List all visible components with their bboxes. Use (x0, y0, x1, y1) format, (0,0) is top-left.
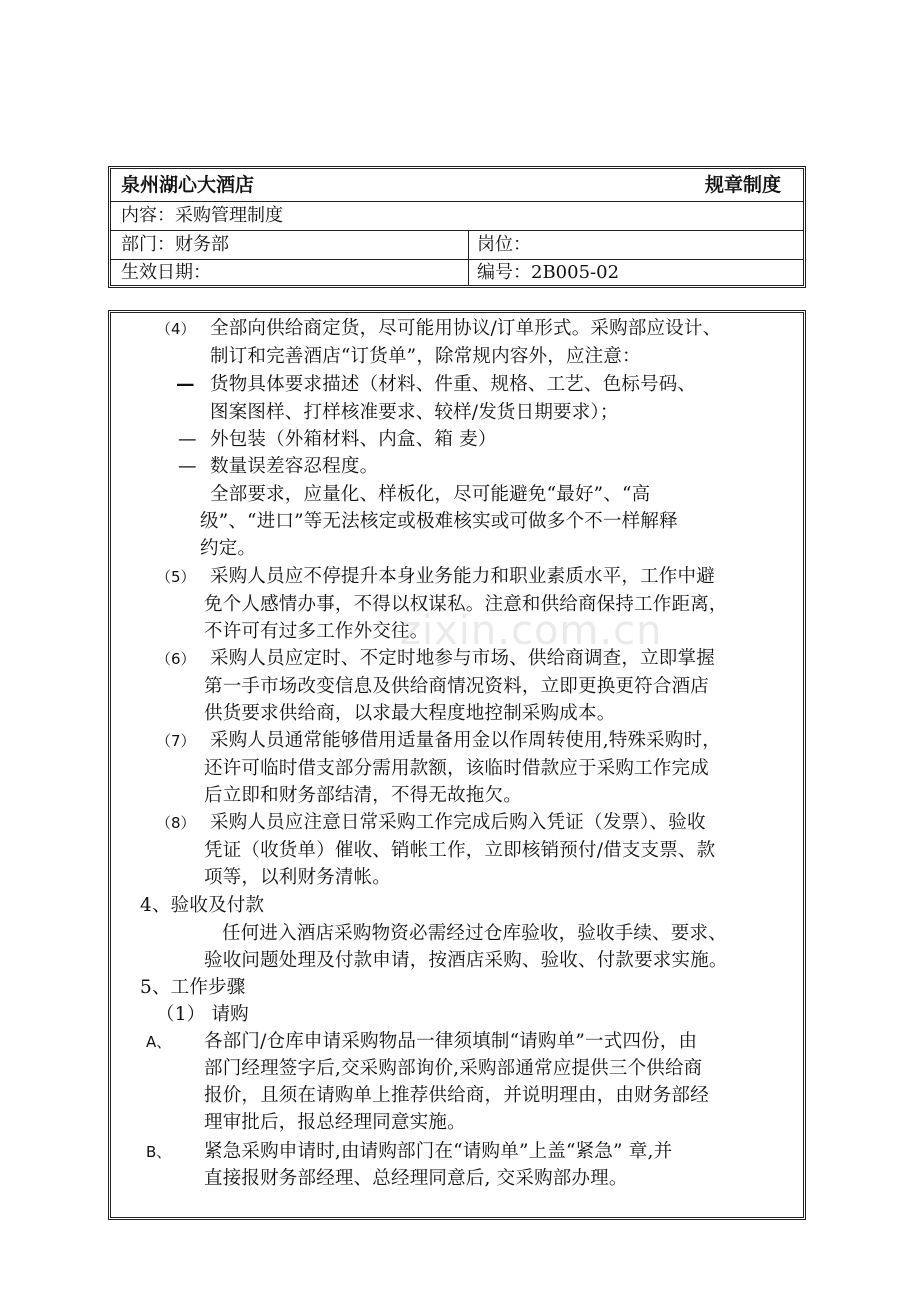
item-4-dash-1-line-1: 货物具体要求描述（材料、件重、规格、工艺、色标号码、 (210, 374, 697, 395)
position-label: 岗位： (477, 234, 531, 255)
item-5-line-1: 采购人员应不停提升本身业务能力和职业素质水平，工作中避 (210, 566, 715, 587)
item-6-line-1: 采购人员应定时、不定时地参与市场、供给商调查，立即掌握 (210, 648, 715, 669)
header-table (108, 166, 806, 288)
item-4-dash-2: 外包装（外箱材料、内盒、箱 麦） (210, 429, 497, 450)
item-6-number: （6） (156, 650, 196, 668)
item-b-line-1: 紧急采购申请时,由请购部门在“请购单”上盖“紧急” 章,并 (204, 1141, 673, 1162)
item-7-line-2: 还许可临时借支部分需用款额，该临时借款应于采购工作完成 (204, 758, 709, 779)
section-4-line-2: 验收问题处理及付款申请，按酒店采购、验收、付款要求实施。 (204, 950, 728, 971)
item-5-line-3: 不许可有过多工作外交往。 (204, 621, 429, 642)
item-a-line-1: 各部门/仓库申请采购物品一律须填制“请购单”一式四份，由 (204, 1031, 698, 1052)
item-b-line-2: 直接报财务部经理、总经理同意后, 交采购部办理。 (204, 1168, 628, 1189)
item-5-line-2: 免个人感情办事，不得以权谋私。注意和供给商保持工作距离， (204, 594, 728, 615)
item-4-note-line-3: 约定。 (200, 538, 257, 559)
dash-marker-2: — (178, 429, 197, 450)
item-8-line-3: 项等，以利财务清帐。 (204, 867, 392, 888)
item-a-line-4: 理审批后，报总经理同意实施。 (204, 1112, 466, 1133)
item-8-line-1: 采购人员应注意日常采购工作完成后购入凭证（发票）、验收 (210, 812, 706, 833)
item-7-number: （7） (156, 732, 196, 750)
section-4-title: 4、验收及付款 (140, 895, 265, 916)
document-code: 编号：2B005-02 (477, 261, 620, 283)
section-4-line-1: 任何进入酒店采购物资必需经过仓库验收，验收手续、要求、 (222, 923, 727, 944)
department-label: 部门：财务部 (121, 234, 229, 255)
item-4-dash-1-line-2: 图案图样、打样核准要求、较样/发货日期要求）； (210, 402, 619, 423)
item-6-line-2: 第一手市场改变信息及供给商情况资料，立即更换更符合酒店 (204, 676, 709, 697)
watermark: zixin.com.cn (400, 608, 663, 654)
item-b-marker: B、 (146, 1143, 172, 1161)
dash-marker-3: — (178, 456, 197, 477)
position-cell (469, 231, 803, 259)
item-7-line-1: 采购人员通常能够借用适量备用金以作周转使用,特殊采购时， (210, 730, 721, 751)
item-5-number: （5） (156, 568, 196, 586)
item-4-line-1: 全部向供给商定货，尽可能用协议/订单形式。采购部应设计、 (210, 318, 722, 339)
section-5-title: 5、工作步骤 (140, 977, 246, 998)
item-a-line-3: 报价，且须在请购单上推荐供给商，并说明理由，由财务部经 (204, 1085, 709, 1106)
effective-date-cell (111, 260, 469, 285)
document-type: 规章制度 (704, 173, 781, 196)
date-row (111, 260, 803, 285)
dash-marker-1: — (176, 374, 195, 395)
code-cell (469, 260, 803, 285)
item-4-dash-3: 数量误差容忍程度。 (210, 456, 379, 477)
effective-date-label: 生效日期： (121, 261, 211, 283)
item-6-line-3: 供货要求供给商，以求最大程度地控制采购成本。 (204, 703, 616, 724)
header-title-row (111, 169, 803, 202)
item-8-line-2: 凭证（收货单）催收、销帐工作，立即核销预付/借支支票、款 (204, 840, 716, 861)
item-7-line-3: 后立即和财务部结清，不得无故拖欠。 (204, 785, 522, 806)
hotel-name: 泉州湖心大酒店 (121, 173, 255, 196)
item-a-line-2: 部门经理签字后,交采购部询价,采购部通常应提供三个供给商 (204, 1058, 703, 1079)
item-4-note-line-1: 全部要求，应量化、样板化，尽可能避免“最好”、“高 (210, 484, 651, 505)
item-4-line-2: 制订和完善酒店“订货单”，除常规内容外，应注意： (210, 346, 641, 367)
department-row (111, 231, 803, 260)
item-4-number: （4） (156, 320, 196, 338)
item-8-number: （8） (156, 814, 196, 832)
section-5-sub-1: （1） 请购 (156, 1004, 249, 1025)
content-row (111, 202, 803, 231)
item-a-marker: A、 (146, 1033, 172, 1051)
department-cell (111, 231, 469, 259)
content-label: 内容：采购管理制度 (121, 205, 283, 226)
item-4-note-line-2: 级”、“进口”等无法核定或极难核实或可做多个不一样解释 (200, 511, 678, 532)
